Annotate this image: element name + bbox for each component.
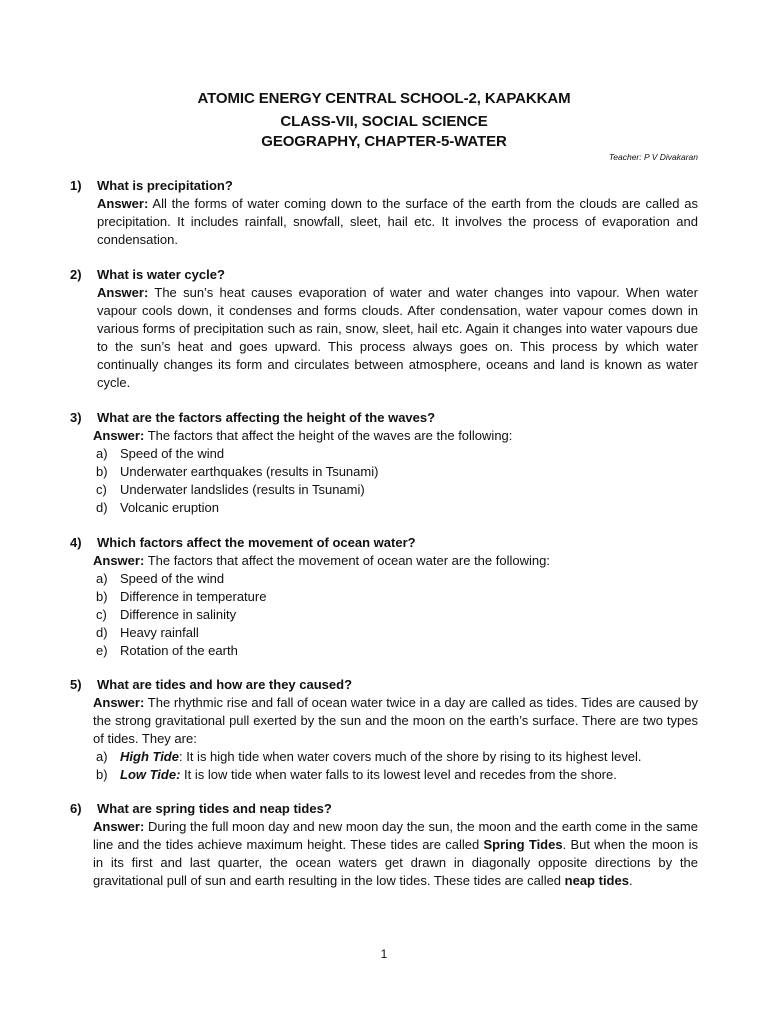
answer-text: All the forms of water coming down to the surface of the earth from the clouds are called as precipitation. It includes rainfall, snowfall, sleet, hail etc. It involves the process of evaporation and condensation.: [97, 196, 698, 247]
answer-4: [70, 552, 698, 570]
item-label: b): [96, 767, 108, 782]
item-label: d): [96, 500, 108, 515]
item-text: Volcanic eruption: [120, 500, 220, 515]
answer-2: [70, 284, 698, 392]
item-text: Rotation of the earth: [120, 643, 238, 658]
list-item: [93, 748, 698, 766]
question-5-heading: [70, 676, 698, 694]
question-number: 2): [70, 267, 82, 282]
answer-5-list: [93, 748, 698, 784]
term-spring-tides: Spring Tides: [483, 837, 563, 852]
subject-line: GEOGRAPHY, CHAPTER-5-WATER: [261, 133, 507, 150]
item-label: b): [96, 464, 108, 479]
item-text: Underwater landslides (results in Tsunami): [120, 482, 365, 497]
list-item: [93, 445, 698, 463]
item-label: c): [96, 482, 107, 497]
answer-text: The factors that affect the movement of ocean water are the following:: [147, 553, 550, 568]
term-low-tide: Low Tide:: [120, 767, 181, 782]
answer-label: Answer:: [93, 695, 145, 710]
teacher-name: Teacher: P V Divakaran: [608, 152, 698, 162]
question-5: [70, 676, 698, 784]
answer-text: The sun’s heat causes evaporation of water and water changes into vapour. When water vapour cools down, it condenses and forms clouds. After condensation, water vapour comes down in various forms of precipitation such as rain, snow, sleet, hail etc. Again it changes into water vapours due to the sun’s heat and goes upward. This process always goes on. This process by which water continually changes its form and circulates between atmosphere, oceans and land is known as water cycle.: [97, 285, 698, 390]
page-number: 1: [380, 947, 388, 961]
list-item: [93, 606, 698, 624]
list-item: [93, 481, 698, 499]
item-text: Heavy rainfall: [120, 625, 199, 640]
answer-1: [70, 195, 698, 249]
answer-text: During the full moon day and new moon day the sun, the moon and the earth come in the same line and the tides achieve maximum height. These tides are called: [93, 819, 698, 852]
answer-3: [70, 427, 698, 445]
item-label: d): [96, 625, 108, 640]
question-number: 4): [70, 535, 82, 550]
answer-text: The factors that affect the height of the waves are the following:: [147, 428, 513, 443]
answer-label: Answer:: [93, 553, 145, 568]
question-2-heading: [70, 266, 698, 284]
answer-label: Answer:: [93, 819, 145, 834]
item-text: It is high tide when water covers much of the shore by rising to its highest level.: [182, 749, 642, 764]
school-title: ATOMIC ENERGY CENTRAL SCHOOL-2, KAPAKKAM: [197, 90, 571, 107]
item-label: a): [96, 571, 108, 586]
question-3-heading: [70, 409, 698, 427]
term-neap-tides: neap tides: [564, 873, 629, 888]
question-4: [70, 534, 698, 660]
question-text: Which factors affect the movement of ocean water?: [97, 535, 416, 550]
item-label: a): [96, 749, 108, 764]
question-number: 3): [70, 410, 82, 425]
item-text: Underwater earthquakes (results in Tsunami): [120, 464, 379, 479]
answer-text: .: [628, 873, 633, 888]
question-4-heading: [70, 534, 698, 552]
list-item: [93, 499, 698, 517]
question-6-heading: [70, 800, 698, 818]
answer-6: [70, 818, 698, 890]
question-text: What are spring tides and neap tides?: [97, 801, 332, 816]
question-text: What are tides and how are they caused?: [97, 677, 353, 692]
question-2: [70, 266, 698, 392]
term-high-tide: High Tide: [120, 749, 179, 764]
answer-3-list: [93, 445, 698, 517]
list-item: [93, 588, 698, 606]
item-text: It is low tide when water falls to its lowest level and recedes from the shore.: [180, 767, 617, 782]
list-item: [93, 463, 698, 481]
question-number: 1): [70, 178, 82, 193]
answer-text: . But when the moon is in its first and last quarter, the ocean waters get drawn in diagonally opposite directions by the gravitational pull of sun and earth resulting in the low tides. These tides are called: [93, 837, 699, 888]
item-label: a): [96, 446, 108, 461]
answer-label: Answer:: [97, 285, 149, 300]
answer-label: Answer:: [97, 196, 149, 211]
answer-5: [70, 694, 698, 748]
answer-4-list: [93, 570, 698, 660]
item-separator: :: [178, 749, 183, 764]
list-item: [93, 642, 698, 660]
item-label: e): [96, 643, 108, 658]
item-text: Difference in salinity: [120, 607, 237, 622]
question-text: What are the factors affecting the height of the waves?: [97, 410, 436, 425]
question-number: 5): [70, 677, 82, 692]
question-1: [70, 177, 698, 249]
question-text: What is precipitation?: [97, 178, 233, 193]
question-text: What is water cycle?: [97, 267, 225, 282]
item-text: Difference in temperature: [120, 589, 267, 604]
answer-label: Answer:: [93, 428, 145, 443]
question-number: 6): [70, 801, 82, 816]
item-text: Speed of the wind: [120, 446, 225, 461]
answer-text: The rhythmic rise and fall of ocean water twice in a day are called as tides. Tides are caused by the strong gravitational pull exerted by the sun and the moon on the earth’s surface. There are two types of tides. They are:: [93, 695, 698, 746]
item-text: Speed of the wind: [120, 571, 225, 586]
question-6: [70, 800, 698, 890]
question-1-heading: [70, 177, 698, 195]
item-label: b): [96, 589, 108, 604]
question-3: [70, 409, 698, 517]
class-line: CLASS-VII, SOCIAL SCIENCE: [280, 113, 488, 130]
list-item: [93, 624, 698, 642]
item-label: c): [96, 607, 107, 622]
list-item: [93, 570, 698, 588]
list-item: [93, 766, 698, 784]
